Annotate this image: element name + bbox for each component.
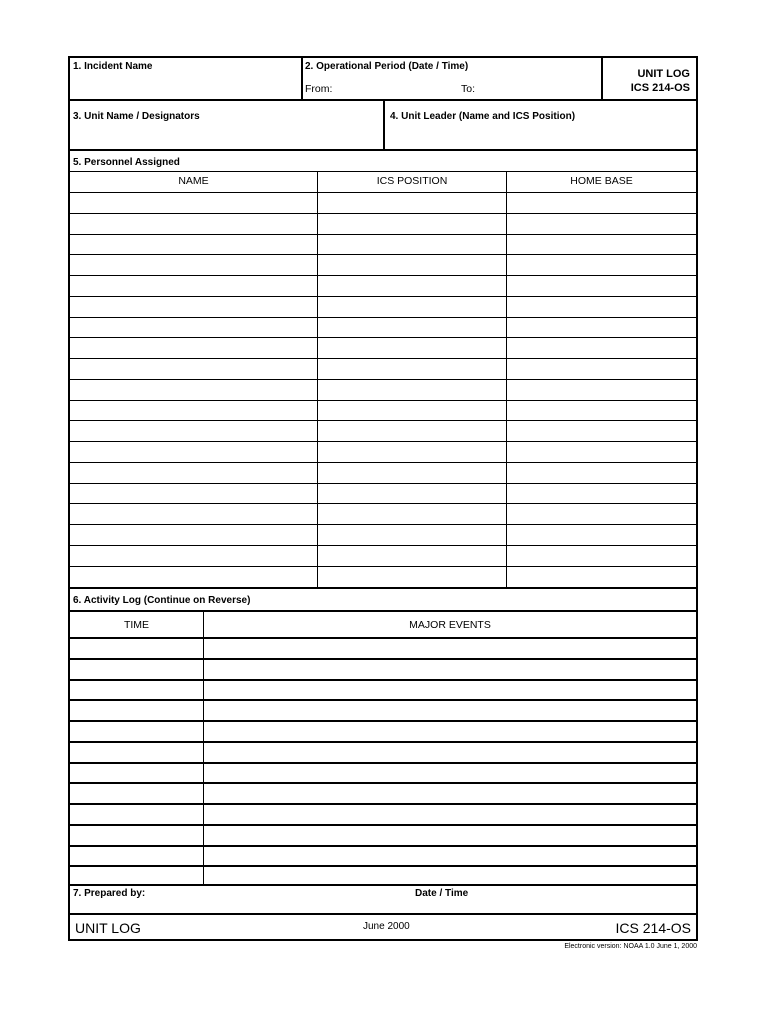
table-row (70, 337, 696, 358)
home-base-cell[interactable] (507, 193, 696, 213)
major-events-cell[interactable] (204, 681, 696, 700)
time-cell[interactable] (70, 639, 203, 658)
ics-position-cell[interactable] (318, 567, 506, 587)
ics-position-cell[interactable] (318, 442, 506, 462)
table-row (70, 358, 696, 379)
major-events-cell[interactable] (204, 826, 696, 845)
table-row (70, 658, 696, 679)
time-cell[interactable] (70, 701, 203, 720)
ics-position-cell[interactable] (318, 214, 506, 234)
time-cell[interactable] (70, 805, 203, 824)
divider (70, 587, 696, 589)
table-row (70, 213, 696, 234)
unit-leader-field[interactable] (385, 101, 696, 149)
ics-position-cell[interactable] (318, 359, 506, 379)
form-title: UNIT LOG (637, 68, 690, 80)
ics-position-cell[interactable] (318, 546, 506, 566)
table-row (70, 824, 696, 845)
table-row (70, 379, 696, 400)
personnel-section-label: 5. Personnel Assigned (73, 157, 180, 168)
operational-period-label: 2. Operational Period (Date / Time) (305, 61, 469, 72)
prepared-by-label: 7. Prepared by: (73, 888, 146, 899)
prepared-by-field[interactable] (70, 886, 696, 914)
table-row (70, 803, 696, 824)
activity-section-label: 6. Activity Log (Continue on Reverse) (73, 595, 251, 606)
time-cell[interactable] (70, 681, 203, 700)
table-row (70, 566, 696, 587)
name-cell[interactable] (70, 276, 317, 296)
table-row (70, 234, 696, 255)
name-cell[interactable] (70, 297, 317, 317)
major-events-cell[interactable] (204, 743, 696, 762)
name-cell[interactable] (70, 484, 317, 504)
time-cell[interactable] (70, 784, 203, 803)
incident-name-label: 1. Incident Name (73, 61, 153, 72)
electronic-version-note: Electronic version: NOAA 1.0 June 1, 2000 (564, 943, 697, 950)
ics-position-cell[interactable] (318, 255, 506, 275)
ics-position-cell[interactable] (318, 401, 506, 421)
major-events-cell[interactable] (204, 722, 696, 741)
col-header-ics-position: ICS POSITION (376, 175, 448, 187)
table-row (70, 524, 696, 545)
home-base-cell[interactable] (507, 214, 696, 234)
home-base-cell[interactable] (507, 463, 696, 483)
home-base-cell[interactable] (507, 359, 696, 379)
footer-center: June 2000 (363, 921, 410, 932)
table-row (70, 679, 696, 700)
table-row (70, 296, 696, 317)
home-base-cell[interactable] (507, 442, 696, 462)
table-row (70, 317, 696, 338)
table-row (70, 720, 696, 741)
major-events-cell[interactable] (204, 805, 696, 824)
name-cell[interactable] (70, 214, 317, 234)
to-label: To: (461, 83, 476, 95)
ics-position-cell[interactable] (318, 276, 506, 296)
table-row (70, 637, 696, 658)
name-cell[interactable] (70, 380, 317, 400)
table-row (70, 782, 696, 803)
time-cell[interactable] (70, 660, 203, 679)
ics-position-cell[interactable] (318, 421, 506, 441)
name-cell[interactable] (70, 567, 317, 587)
table-row (70, 420, 696, 441)
date-time-label: Date / Time (415, 888, 469, 899)
col-header-home-base: HOME BASE (570, 175, 633, 187)
major-events-cell[interactable] (204, 784, 696, 803)
major-events-cell[interactable] (204, 764, 696, 783)
table-row (70, 762, 696, 783)
col-header-time: TIME (123, 619, 150, 631)
home-base-cell[interactable] (507, 235, 696, 255)
table-row (70, 503, 696, 524)
table-row (70, 192, 696, 213)
name-cell[interactable] (70, 401, 317, 421)
home-base-cell[interactable] (507, 401, 696, 421)
ics-position-cell[interactable] (318, 484, 506, 504)
operational-period-field[interactable] (303, 58, 601, 100)
name-cell[interactable] (70, 193, 317, 213)
time-cell[interactable] (70, 764, 203, 783)
incident-name-field[interactable] (70, 58, 302, 100)
table-row (70, 400, 696, 421)
personnel-table (70, 171, 696, 588)
name-cell[interactable] (70, 338, 317, 358)
name-cell[interactable] (70, 421, 317, 441)
ics-position-cell[interactable] (318, 297, 506, 317)
home-base-cell[interactable] (507, 484, 696, 504)
home-base-cell[interactable] (507, 255, 696, 275)
table-row (70, 441, 696, 462)
ics-position-cell[interactable] (318, 193, 506, 213)
col-header-name: NAME (178, 175, 209, 187)
divider (70, 149, 696, 151)
name-cell[interactable] (70, 359, 317, 379)
home-base-cell[interactable] (507, 504, 696, 524)
home-base-cell[interactable] (507, 546, 696, 566)
time-cell[interactable] (70, 826, 203, 845)
home-base-cell[interactable] (507, 567, 696, 587)
ics-position-cell[interactable] (318, 463, 506, 483)
major-events-cell[interactable] (204, 701, 696, 720)
name-cell[interactable] (70, 442, 317, 462)
name-cell[interactable] (70, 504, 317, 524)
name-cell[interactable] (70, 525, 317, 545)
name-cell[interactable] (70, 318, 317, 338)
from-label: From: (305, 83, 333, 95)
table-row (70, 483, 696, 504)
major-events-cell[interactable] (204, 847, 696, 866)
table-row (70, 865, 696, 886)
footer-right: ICS 214-OS (615, 920, 691, 936)
ics-position-cell[interactable] (318, 318, 506, 338)
unit-leader-label: 4. Unit Leader (Name and ICS Position) (390, 111, 576, 122)
divider (70, 913, 696, 915)
major-events-cell[interactable] (204, 660, 696, 679)
ics-position-cell[interactable] (318, 235, 506, 255)
ics-position-cell[interactable] (318, 525, 506, 545)
table-row (70, 545, 696, 566)
name-cell[interactable] (70, 255, 317, 275)
name-cell[interactable] (70, 463, 317, 483)
home-base-cell[interactable] (507, 421, 696, 441)
home-base-cell[interactable] (507, 297, 696, 317)
table-row (70, 275, 696, 296)
ics-position-cell[interactable] (318, 338, 506, 358)
name-cell[interactable] (70, 546, 317, 566)
home-base-cell[interactable] (507, 318, 696, 338)
home-base-cell[interactable] (507, 380, 696, 400)
ics-position-cell[interactable] (318, 504, 506, 524)
table-row (70, 462, 696, 483)
activity-table (70, 611, 696, 885)
table-row (70, 741, 696, 762)
table-row (70, 699, 696, 720)
home-base-cell[interactable] (507, 276, 696, 296)
time-cell[interactable] (70, 847, 203, 866)
unit-name-label: 3. Unit Name / Designators (73, 111, 200, 122)
unit-name-field[interactable] (70, 101, 383, 149)
ics-position-cell[interactable] (318, 380, 506, 400)
home-base-cell[interactable] (507, 525, 696, 545)
home-base-cell[interactable] (507, 338, 696, 358)
time-cell[interactable] (70, 722, 203, 741)
form-title-block (603, 58, 696, 100)
major-events-cell[interactable] (204, 639, 696, 658)
unit-log-form (68, 56, 698, 941)
col-header-major-events: MAJOR EVENTS (409, 619, 491, 631)
footer-left: UNIT LOG (75, 920, 141, 936)
table-row (70, 845, 696, 866)
table-row (70, 254, 696, 275)
form-id: ICS 214-OS (630, 82, 690, 94)
time-cell[interactable] (70, 743, 203, 762)
name-cell[interactable] (70, 235, 317, 255)
